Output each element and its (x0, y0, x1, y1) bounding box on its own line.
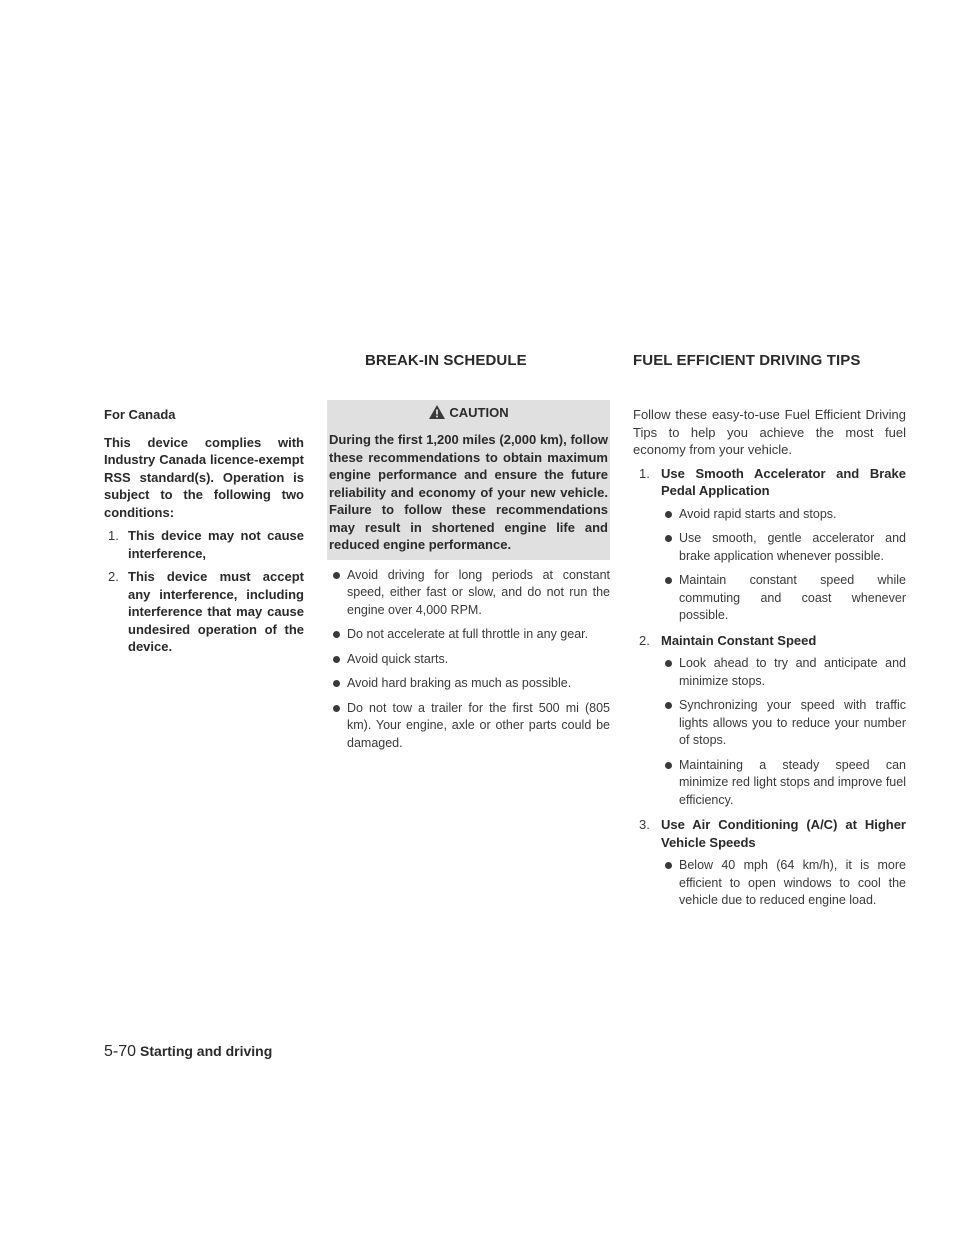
caution-box (327, 400, 610, 560)
fuel-tip (633, 465, 906, 625)
list-item-text: Look ahead to try and anticipate and minimize stops. (679, 656, 906, 688)
list-item (659, 757, 906, 810)
list-item-text: Synchronizing your speed with traffic lights allows you to reduce your number of stops. (679, 698, 906, 747)
tip-title: Maintain Constant Speed (661, 632, 817, 648)
tip-bullets (659, 655, 906, 809)
bullet-dot-icon (665, 762, 672, 769)
list-item-text: Avoid rapid starts and stops. (679, 506, 837, 521)
list-item (327, 626, 610, 644)
bullet-dot-icon (665, 862, 672, 869)
bullet-dot-icon (665, 660, 672, 667)
caution-text: During the first 1,200 miles (2,000 km), follow these recommendations to obtain maximum engine performance and ensure the future reliability and economy of your new vehicle. Failure to follow these recommendations may result in shortened engine life and reduced engine performance. (329, 432, 608, 552)
bullet-dot-icon (333, 656, 340, 663)
tip-bullets (659, 506, 906, 625)
warning-triangle-icon (428, 403, 446, 428)
list-item-text: Do not tow a trailer for the first 500 mi (805 km). Your engine, axle or other parts could be damaged. (347, 700, 610, 750)
list-item-text: Avoid quick starts. (347, 651, 449, 666)
tip-title: Use Air Conditioning (A/C) at Higher Vehicle Speeds (661, 817, 906, 850)
list-item (327, 567, 610, 620)
fuel-tip (633, 632, 906, 810)
list-item (659, 697, 906, 750)
canada-condition (104, 527, 304, 562)
bullet-dot-icon (333, 572, 340, 579)
bullet-dot-icon (333, 631, 340, 638)
condition-text: This device may not cause interference, (128, 528, 304, 561)
page-number: 5-70 (104, 1043, 137, 1060)
list-item-text: Maintain constant speed while commuting and coast whenever possible. (679, 573, 906, 622)
column-break-in (327, 400, 610, 759)
condition-text: This device must accept any interference, including interference that may cause undesired operation of the device. (128, 569, 304, 654)
bullet-dot-icon (333, 680, 340, 687)
fuel-tip (633, 816, 906, 910)
tip-title: Use Smooth Accelerator and Brake Pedal Application (661, 465, 906, 498)
list-item-text: Below 40 mph (64 km/h), it is more efficient to open windows to cool the vehicle due to reduced engine load. (679, 858, 906, 907)
column-fuel-tips (633, 400, 906, 917)
tip-heading (633, 465, 906, 500)
list-item-text: Avoid hard braking as much as possible. (347, 676, 572, 690)
tip-heading (633, 816, 906, 851)
list-item-text: Maintaining a steady speed can minimize red light stops and improve fuel efficiency. (679, 757, 906, 807)
bullet-dot-icon (665, 702, 672, 709)
section-title-fuel-tips: FUEL EFFICIENT DRIVING TIPS (633, 352, 861, 369)
list-item (659, 506, 906, 524)
tip-number: 1. (639, 465, 650, 481)
list-item (327, 675, 610, 693)
list-item-text: Avoid driving for long periods at constant speed, either fast or slow, and do not run the engine over 4,000 RPM. (347, 567, 610, 617)
caution-header (327, 400, 610, 425)
canada-intro: This device complies with Industry Canada licence-exempt RSS standard(s). Operation is subject to the following two conditions: (104, 434, 304, 520)
list-item-text: Use smooth, gentle accelerator and brake application whenever possible. (679, 531, 906, 563)
bullet-dot-icon (333, 705, 340, 712)
condition-number: 1. (108, 528, 119, 543)
list-item (327, 700, 610, 753)
tip-heading (633, 632, 906, 650)
tip-number: 2. (639, 632, 650, 648)
caution-label: CAUTION (449, 405, 509, 420)
list-item (659, 857, 906, 910)
footer-section-name: Starting and driving (140, 1043, 273, 1059)
list-item-text: Do not accelerate at full throttle in any gear. (347, 627, 589, 641)
list-item (659, 655, 906, 690)
fuel-intro: Follow these easy-to-use Fuel Efficient Driving Tips to help you achieve the most fuel economy from your vehicle. (633, 407, 906, 457)
canada-condition (104, 568, 304, 656)
column-canada (104, 400, 304, 656)
tip-bullets (659, 857, 906, 910)
section-title-break-in: BREAK-IN SCHEDULE (365, 352, 527, 369)
tip-number: 3. (639, 817, 650, 832)
list-item (327, 651, 610, 669)
condition-number: 2. (108, 569, 119, 584)
canada-heading: For Canada (104, 407, 176, 422)
list-item (659, 530, 906, 565)
bullet-dot-icon (665, 535, 672, 542)
list-item (659, 572, 906, 625)
page-footer (104, 1043, 272, 1061)
break-in-bullets (327, 567, 610, 753)
bullet-dot-icon (665, 577, 672, 584)
bullet-dot-icon (665, 511, 672, 518)
